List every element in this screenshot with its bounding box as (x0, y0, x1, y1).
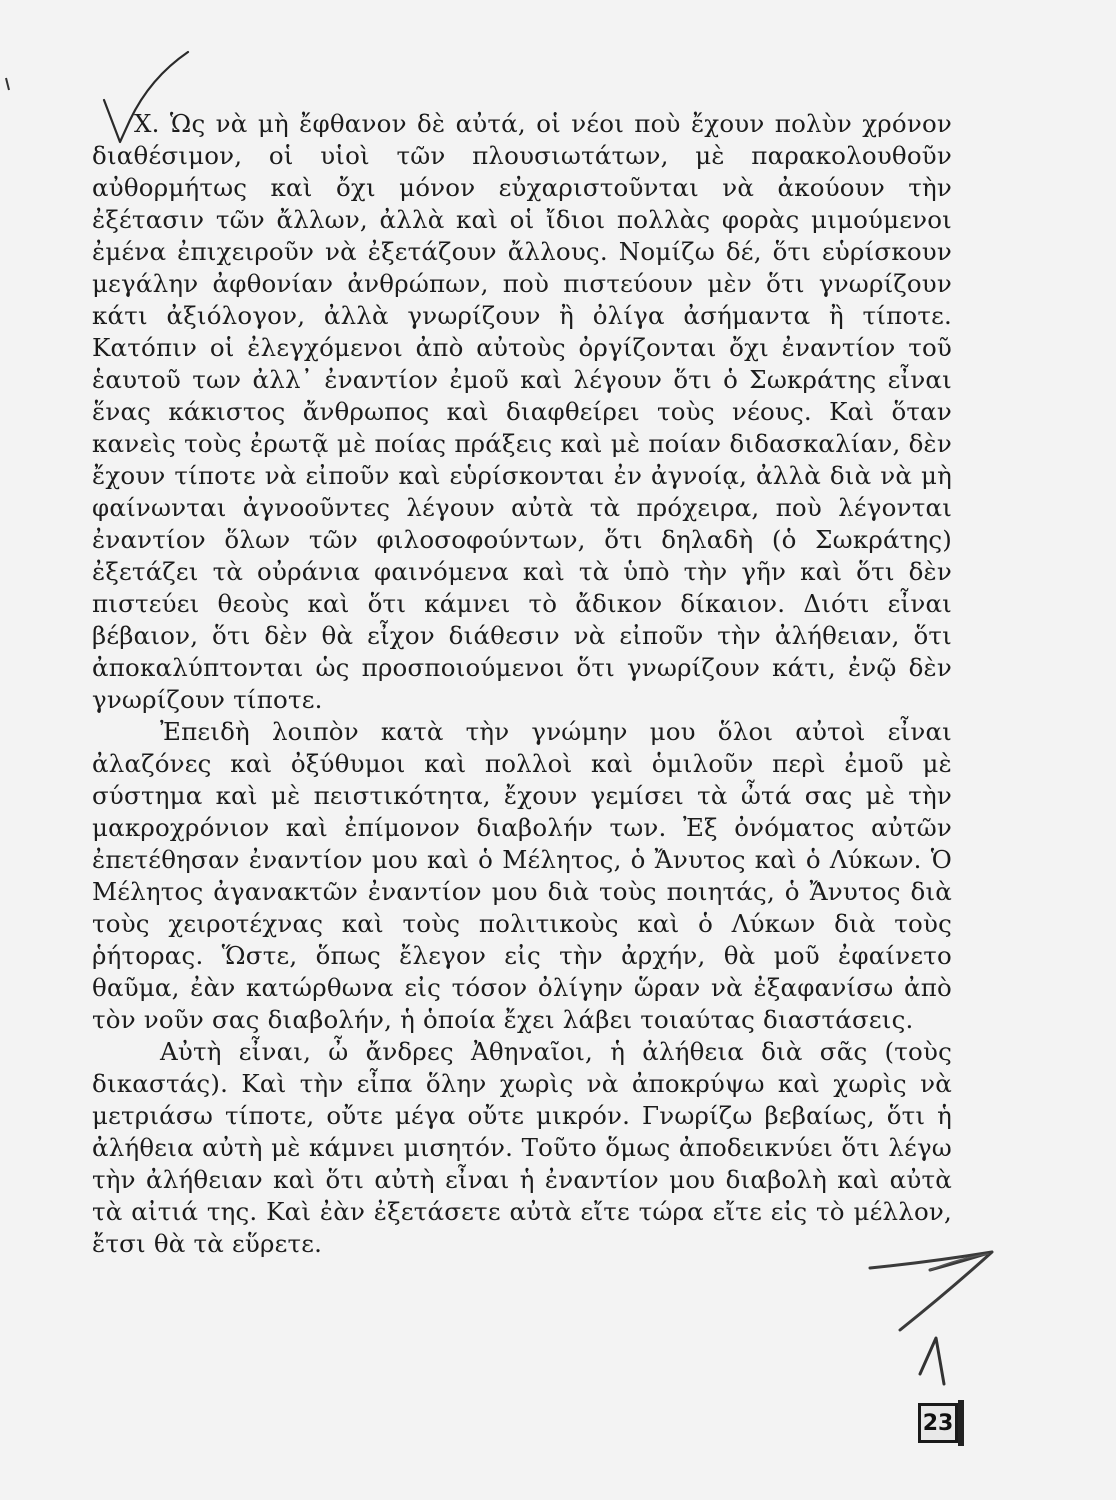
margin-tick-icon (6, 78, 9, 90)
paragraph-3: Αὐτὴ εἶναι, ὦ ἄνδρες Ἀθηναῖοι, ἡ ἀλήθεια διὰ σᾶς (τοὺς δικαστάς). Καὶ τὴν εἶπα ὅλην χωρὶς νὰ ἀποκρύψω καὶ χωρὶς νὰ μετριάσω τίποτε, οὔτε μέγα οὔτε μικρόν. Γνωρίζω βεβαίως, ὅτι ἡ ἀλήθεια αὐτὴ μὲ κάμνει μισητόν. Τοῦτο ὅμως ἀποδεικνύει ὅτι λέγω τὴν ἀλήθειαν καὶ ὅτι αὐτὴ εἶναι ἡ ἐναντίον μου διαβολὴ καὶ αὐτὰ τὰ αἰτιά της. Καὶ ἐὰν ἐξετάσετε αὐτὰ εἴτε τώρα εἴτε εἰς τὸ μέλλον, ἔτσι θὰ τὰ εὕρετε. (92, 1037, 952, 1258)
arrow-right-icon (870, 1252, 992, 1330)
paragraph-1: Χ. Ὡς νὰ μὴ ἔφθανον δὲ αὐτά, οἱ νέοι ποὺ ἔχουν πολὺν χρόνον διαθέσιμον, οἱ υἱοὶ τῶν πλουσιωτάτων, μὲ παρακολουθοῦν αὐθορμήτως καὶ ὄχι μόνον εὐχαριστοῦνται νὰ ἀκούουν τὴν ἐξέτασιν τῶν ἄλλων, ἀλλὰ καὶ οἱ ἴδιοι πολλὰς φορὰς μιμούμενοι ἐμένα ἐπιχειροῦν νὰ ἐξετάζουν ἄλλους. Νομίζω δέ, ὅτι εὑρίσκουν μεγάλην ἀφθονίαν ἀνθρώπων, ποὺ πιστεύουν μὲν ὅτι γνωρίζουν κάτι ἀξιόλογον, ἀλλὰ γνωρίζουν ἢ ὀλίγα ἀσήμαντα ἢ τίποτε. Κατόπιν οἱ ἐλεγχόμενοι ἀπὸ αὐτοὺς ὀργίζονται ὄχι ἐναντίον τοῦ ἑαυτοῦ των ἀλλ᾽ ἐναντίον ἐμοῦ καὶ λέγουν ὅτι ὁ Σωκράτης εἶναι ἕνας κάκιστος ἄνθρωπος καὶ διαφθείρει τοὺς νέους. Καὶ ὅταν κανεὶς τοὺς ἐρωτᾷ μὲ ποίας πράξεις καὶ μὲ ποίαν διδασκαλίαν, δὲν ἔχουν τίποτε νὰ εἰποῦν καὶ εὑρίσκονται ἐν ἀγνοίᾳ, ἀλλὰ διὰ νὰ μὴ φαίνωνται ἀγνοοῦντες λέγουν αὐτὰ τὰ πρόχειρα, ποὺ λέγονται ἐναντίον ὅλων τῶν φιλοσοφούντων, ὅτι δηλαδὴ (ὁ Σωκράτης) ἐξετάζει τὰ οὐράνια φαινόμενα καὶ τὰ ὑπὸ τὴν γῆν καὶ ὅτι δὲν πιστεύει θεοὺς καὶ ὅτι κάμνει τὸ ἄδικον δίκαιον. Διότι εἶναι βέβαιον, ὅτι δὲν θὰ εἶχον διάθεσιν νὰ εἰποῦν τὴν ἀλήθειαν, ὅτι ἀποκαλύπτονται ὡς προσποιούμενοι ὅτι γνωρίζουν κάτι, ἐνῷ δὲν γνωρίζουν τίποτε. (92, 109, 952, 714)
page-number: 23 (918, 1403, 958, 1443)
main-text (92, 108, 952, 1260)
caret-mark-icon (920, 1338, 944, 1384)
page-number-shadow (958, 1400, 964, 1446)
paragraph-2: Ἐπειδὴ λοιπὸν κατὰ τὴν γνώμην μου ὅλοι αὐτοὶ εἶναι ἀλαζόνες καὶ ὀξύθυμοι καὶ πολλοὶ καὶ ὁμιλοῦν περὶ ἐμοῦ μὲ σύστημα καὶ μὲ πειστικότητα, ἔχουν γεμίσει τὰ ὦτά σας μὲ τὴν μακροχρόνιον καὶ ἐπίμονον διαβολήν των. Ἐξ ὀνόματος αὐτῶν ἐπετέθησαν ἐναντίον μου καὶ ὁ Μέλητος, ὁ Ἄνυτος καὶ ὁ Λύκων. Ὁ Μέλητος ἀγανακτῶν ἐναντίον μου διὰ τοὺς ποιητάς, ὁ Ἄνυτος διὰ τοὺς χειροτέχνας καὶ τοὺς πολιτικοὺς καὶ ὁ Λύκων διὰ τοὺς ῥήτορας. Ὥστε, ὅπως ἔλεγον εἰς τὴν ἀρχήν, θὰ μοῦ ἐφαίνετο θαῦμα, ἐὰν κατώρθωνα εἰς τόσον ὀλίγην ὥραν νὰ ἐξαφανίσω ἀπὸ τὸν νοῦν σας διαβολήν, ἡ ὁποία ἔχει λάβει τοιαύτας διαστάσεις. (92, 717, 952, 1034)
